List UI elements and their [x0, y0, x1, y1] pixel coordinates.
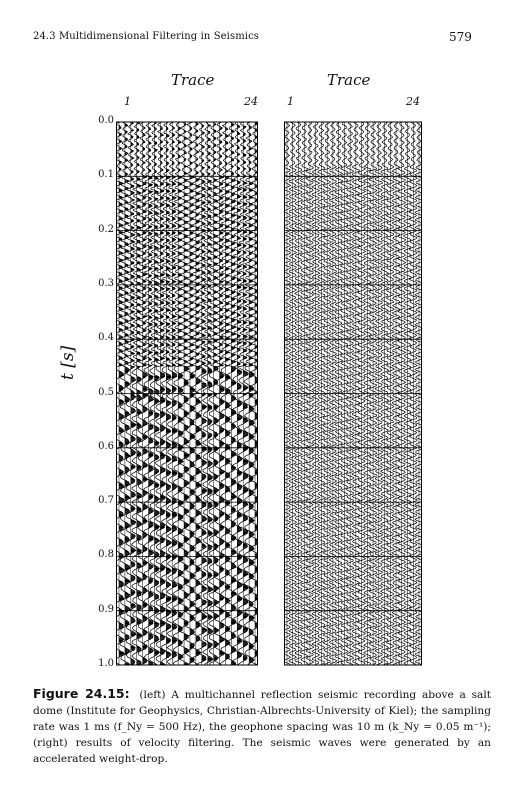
left-panel-title: Trace — [171, 71, 215, 89]
page-number: 579 — [449, 30, 472, 44]
caption-text: (left) A multichannel reflection seismic recording above a salt dome (Institute for Geophysics, Christian-Albrechts-University of Kiel); the sampling rate was 1 ms (f_Ny = 500 Hz), the geophone spacing was 10 m (k_Ny = 0.05 m⁻¹); (right) results of velocity filtering. The seismic waves were generated by an accelerated weight-drop. — [33, 689, 491, 765]
trace-positive-fill — [237, 126, 242, 658]
y-tick-label: 0.6 — [98, 440, 114, 452]
running-head: 24.3 Multidimensional Filtering in Seismics — [33, 31, 260, 42]
left-trace-last-label: 24 — [244, 95, 258, 108]
left-trace-first-label: 1 — [124, 95, 131, 108]
right-trace-first-label: 1 — [287, 95, 294, 108]
right-trace-last-label: 24 — [406, 95, 420, 108]
y-tick-label: 0.3 — [98, 277, 114, 289]
y-tick-label: 0.7 — [98, 495, 114, 507]
left-seismic-panel — [116, 118, 258, 670]
y-tick-label: 0.4 — [98, 332, 114, 344]
right-seismic-panel — [284, 118, 422, 670]
figure-caption — [33, 686, 491, 767]
caption-label: Figure 24.15: — [33, 686, 130, 701]
y-tick-label: 0.1 — [98, 169, 114, 181]
y-tick-label: 1.0 — [98, 658, 114, 669]
y-tick-label: 0.9 — [98, 603, 114, 615]
y-axis-label: t [s] — [58, 345, 78, 380]
right-panel-title: Trace — [327, 71, 371, 89]
y-tick-label: 0.2 — [98, 223, 114, 235]
y-tick-label: 0.5 — [98, 386, 114, 398]
y-tick-label: 0.0 — [98, 115, 114, 126]
y-tick-label: 0.8 — [98, 549, 114, 561]
